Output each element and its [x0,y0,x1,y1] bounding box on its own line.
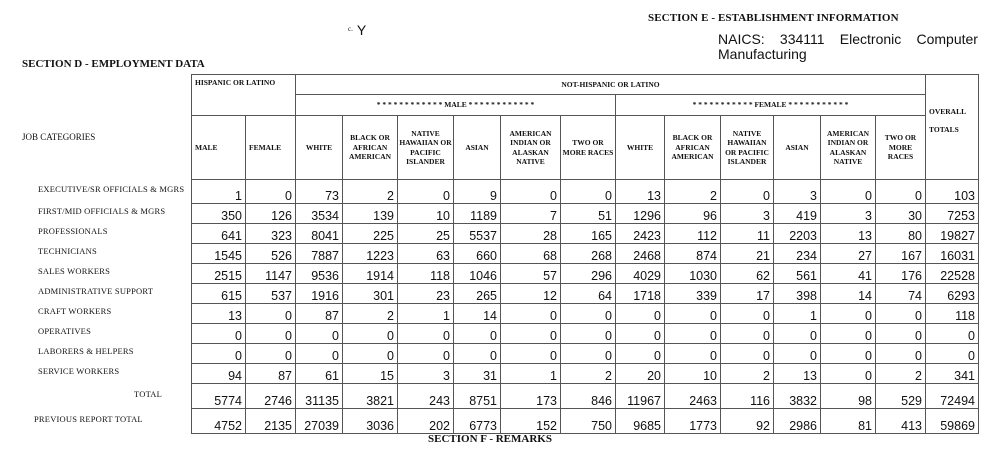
data-cell: 13 [821,224,876,244]
data-cell: 0 [398,180,454,204]
job-categories-label: JOB CATEGORIES [22,132,96,142]
job-category-label: OPERATIVES [38,326,92,336]
row-total-cell: 22528 [926,264,979,284]
data-cell: 25 [398,224,454,244]
data-cell: 1718 [616,284,665,304]
data-cell: 152 [501,409,561,434]
data-cell: 0 [616,324,665,344]
naics-info [718,32,978,62]
data-cell: 4029 [616,264,665,284]
row-total-cell: 16031 [926,244,979,264]
row-total-cell: 7253 [926,204,979,224]
row-total-cell: 19827 [926,224,979,244]
data-cell: 3832 [774,384,821,409]
data-cell: 31 [454,364,501,384]
job-category-label: PREVIOUS REPORT TOTAL [34,413,143,424]
data-cell: 0 [721,180,774,204]
data-cell: 1147 [246,264,296,284]
data-cell: 10 [398,204,454,224]
table-row [192,364,979,384]
row-total-cell: 103 [926,180,979,204]
row-total-cell: 0 [926,324,979,344]
data-cell: 15 [343,364,398,384]
data-cell: 61 [296,364,343,384]
data-cell: 0 [192,344,246,364]
data-cell: 176 [876,264,926,284]
data-cell: 11967 [616,384,665,409]
data-cell: 0 [876,304,926,324]
data-cell: 74 [876,284,926,304]
data-cell: 0 [501,180,561,204]
not-hispanic-header: NOT-HISPANIC OR LATINO [296,75,926,95]
data-cell: 0 [501,324,561,344]
row-total-cell: 6293 [926,284,979,304]
marker-prefix: c. [348,25,353,33]
table-row [192,284,979,304]
column-header: AMERICAN INDIAN OR ALASKAN NATIVE [821,116,876,180]
data-cell: 31135 [296,384,343,409]
data-cell: 660 [454,244,501,264]
data-cell: 21 [721,244,774,264]
data-cell: 0 [296,324,343,344]
male-header: * * * * * * * * * * * * MALE * * * * * * * * * * * * [296,95,616,116]
data-cell: 2203 [774,224,821,244]
data-cell: 265 [454,284,501,304]
column-header: BLACK OR AFRICAN AMERICAN [665,116,721,180]
data-cell: 96 [665,204,721,224]
data-cell: 9685 [616,409,665,434]
column-header: MALE [192,116,246,180]
data-cell: 2 [876,364,926,384]
data-cell: 14 [821,284,876,304]
data-cell: 0 [561,324,616,344]
data-cell: 296 [561,264,616,284]
table-row [192,344,979,364]
column-header: BLACK OR AFRICAN AMERICAN [343,116,398,180]
data-cell: 234 [774,244,821,264]
data-cell: 0 [821,304,876,324]
data-cell: 1914 [343,264,398,284]
naics-code: 334111 [779,31,825,47]
job-category-label: LABORERS & HELPERS [38,346,134,356]
data-cell: 0 [246,344,296,364]
data-cell: 2135 [246,409,296,434]
data-cell: 1 [774,304,821,324]
job-category-label: TECHNICIANS [38,246,97,256]
data-cell: 2 [665,180,721,204]
data-cell: 0 [246,304,296,324]
data-cell: 874 [665,244,721,264]
data-cell: 0 [665,324,721,344]
row-total-cell: 118 [926,304,979,324]
data-cell: 167 [876,244,926,264]
data-cell: 0 [721,304,774,324]
data-cell: 27 [821,244,876,264]
job-category-label: ADMINISTRATIVE SUPPORT [38,286,154,296]
table-row [192,244,979,264]
data-cell: 2 [561,364,616,384]
naics-word2: Computer [916,31,978,47]
marker-letter: Y [356,22,367,38]
data-cell: 1 [398,304,454,324]
overall-totals-header: OVERALL TOTALS [926,75,979,180]
data-cell: 126 [246,204,296,224]
data-cell: 0 [721,344,774,364]
column-header: NATIVE HAWAIIAN OR PACIFIC ISLANDER [398,116,454,180]
data-cell: 10 [665,364,721,384]
data-cell: 0 [665,344,721,364]
data-cell: 225 [343,224,398,244]
data-cell: 5774 [192,384,246,409]
data-cell: 243 [398,384,454,409]
data-cell: 87 [296,304,343,324]
data-cell: 202 [398,409,454,434]
job-category-label: CRAFT WORKERS [38,306,112,316]
job-category-label: SERVICE WORKERS [38,366,120,376]
data-cell: 13 [616,180,665,204]
section-d-title: SECTION D - EMPLOYMENT DATA [22,58,205,70]
data-cell: 0 [821,364,876,384]
column-header: TWO OR MORE RACES [561,116,616,180]
data-cell: 20 [616,364,665,384]
data-cell: 3 [721,204,774,224]
data-cell: 80 [876,224,926,244]
data-cell: 9 [454,180,501,204]
female-header: * * * * * * * * * * * FEMALE * * * * * * * * * * * [616,95,926,116]
data-cell: 0 [246,324,296,344]
data-cell: 398 [774,284,821,304]
section-marker [348,22,366,38]
data-cell: 1046 [454,264,501,284]
data-cell: 81 [821,409,876,434]
job-category-label: SALES WORKERS [38,266,111,276]
data-cell: 17 [721,284,774,304]
data-cell: 13 [774,364,821,384]
column-header: TWO OR MORE RACES [876,116,926,180]
data-cell: 62 [721,264,774,284]
table-row [192,264,979,284]
data-cell: 14 [454,304,501,324]
data-cell: 1 [192,180,246,204]
data-cell: 0 [398,344,454,364]
data-cell: 41 [821,264,876,284]
column-header: FEMALE [246,116,296,180]
data-cell: 116 [721,384,774,409]
table-row [192,180,979,204]
data-cell: 0 [821,344,876,364]
data-cell: 537 [246,284,296,304]
data-cell: 5537 [454,224,501,244]
data-cell: 8041 [296,224,343,244]
data-cell: 0 [343,344,398,364]
data-cell: 1189 [454,204,501,224]
naics-label: NAICS: [718,31,765,47]
naics-line2: Manufacturing [718,46,807,62]
data-cell: 1223 [343,244,398,264]
data-cell: 51 [561,204,616,224]
data-cell: 2 [343,304,398,324]
data-cell: 4752 [192,409,246,434]
data-cell: 13 [192,304,246,324]
column-header: WHITE [616,116,665,180]
data-cell: 2463 [665,384,721,409]
data-cell: 0 [454,324,501,344]
data-cell: 0 [616,344,665,364]
data-cell: 30 [876,204,926,224]
data-cell: 3 [398,364,454,384]
row-total-cell: 72494 [926,384,979,409]
table-row [192,204,979,224]
data-cell: 112 [665,224,721,244]
data-cell: 0 [561,180,616,204]
data-cell: 641 [192,224,246,244]
column-header: AMERICAN INDIAN OR ALASKAN NATIVE [501,116,561,180]
data-cell: 92 [721,409,774,434]
data-cell: 64 [561,284,616,304]
data-cell: 1 [501,364,561,384]
data-cell: 98 [821,384,876,409]
data-cell: 0 [501,344,561,364]
data-cell: 0 [343,324,398,344]
column-header: ASIAN [454,116,501,180]
section-e-title: SECTION E - ESTABLISHMENT INFORMATION [648,12,899,24]
data-cell: 0 [296,344,343,364]
data-cell: 7887 [296,244,343,264]
data-cell: 750 [561,409,616,434]
data-cell: 63 [398,244,454,264]
data-cell: 11 [721,224,774,244]
data-cell: 2 [343,180,398,204]
data-cell: 350 [192,204,246,224]
job-category-label: PROFESSIONALS [38,226,108,236]
data-cell: 73 [296,180,343,204]
row-total-cell: 0 [926,344,979,364]
employment-data-table [191,74,979,434]
data-cell: 0 [876,180,926,204]
table-row [192,324,979,344]
data-cell: 68 [501,244,561,264]
data-cell: 846 [561,384,616,409]
data-cell: 413 [876,409,926,434]
table-row [192,224,979,244]
section-f-title: SECTION F - REMARKS [428,433,552,445]
data-cell: 2468 [616,244,665,264]
data-cell: 3 [821,204,876,224]
row-total-cell: 341 [926,364,979,384]
data-cell: 0 [774,344,821,364]
data-cell: 3534 [296,204,343,224]
data-cell: 118 [398,264,454,284]
data-cell: 526 [246,244,296,264]
data-cell: 0 [501,304,561,324]
data-cell: 268 [561,244,616,264]
data-cell: 2986 [774,409,821,434]
job-category-label: FIRST/MID OFFICIALS & MGRS [38,206,166,216]
table-row [192,409,979,434]
data-cell: 419 [774,204,821,224]
data-cell: 1545 [192,244,246,264]
data-cell: 2423 [616,224,665,244]
data-cell: 0 [876,344,926,364]
data-cell: 2 [721,364,774,384]
data-cell: 23 [398,284,454,304]
data-cell: 27039 [296,409,343,434]
job-category-label: EXECUTIVE/SR OFFICIALS & MGRS [38,184,185,194]
data-cell: 1030 [665,264,721,284]
data-cell: 0 [821,180,876,204]
data-cell: 0 [561,304,616,324]
data-cell: 0 [398,324,454,344]
naics-word1: Electronic [839,31,902,47]
data-cell: 3 [774,180,821,204]
data-cell: 0 [665,304,721,324]
data-cell: 3821 [343,384,398,409]
data-cell: 8751 [454,384,501,409]
hispanic-header: HISPANIC OR LATINO [192,75,296,116]
table-row [192,384,979,409]
data-cell: 1916 [296,284,343,304]
data-cell: 12 [501,284,561,304]
data-cell: 0 [616,304,665,324]
data-cell: 0 [246,180,296,204]
data-cell: 323 [246,224,296,244]
data-cell: 7 [501,204,561,224]
data-cell: 1773 [665,409,721,434]
data-cell: 173 [501,384,561,409]
data-cell: 2515 [192,264,246,284]
data-cell: 561 [774,264,821,284]
data-cell: 28 [501,224,561,244]
row-total-cell: 59869 [926,409,979,434]
table-row [192,304,979,324]
data-cell: 339 [665,284,721,304]
column-header: ASIAN [774,116,821,180]
data-cell: 1296 [616,204,665,224]
data-cell: 0 [774,324,821,344]
data-cell: 2746 [246,384,296,409]
data-cell: 9536 [296,264,343,284]
job-category-label: TOTAL [134,388,163,399]
data-cell: 0 [721,324,774,344]
data-cell: 0 [192,324,246,344]
data-cell: 6773 [454,409,501,434]
column-header: NATIVE HAWAIIAN OR PACIFIC ISLANDER [721,116,774,180]
data-cell: 0 [821,324,876,344]
data-cell: 3036 [343,409,398,434]
data-cell: 139 [343,204,398,224]
data-cell: 94 [192,364,246,384]
data-cell: 0 [561,344,616,364]
data-cell: 0 [454,344,501,364]
data-cell: 57 [501,264,561,284]
data-cell: 165 [561,224,616,244]
data-cell: 0 [876,324,926,344]
data-cell: 87 [246,364,296,384]
data-cell: 529 [876,384,926,409]
column-header: WHITE [296,116,343,180]
data-cell: 615 [192,284,246,304]
data-cell: 301 [343,284,398,304]
